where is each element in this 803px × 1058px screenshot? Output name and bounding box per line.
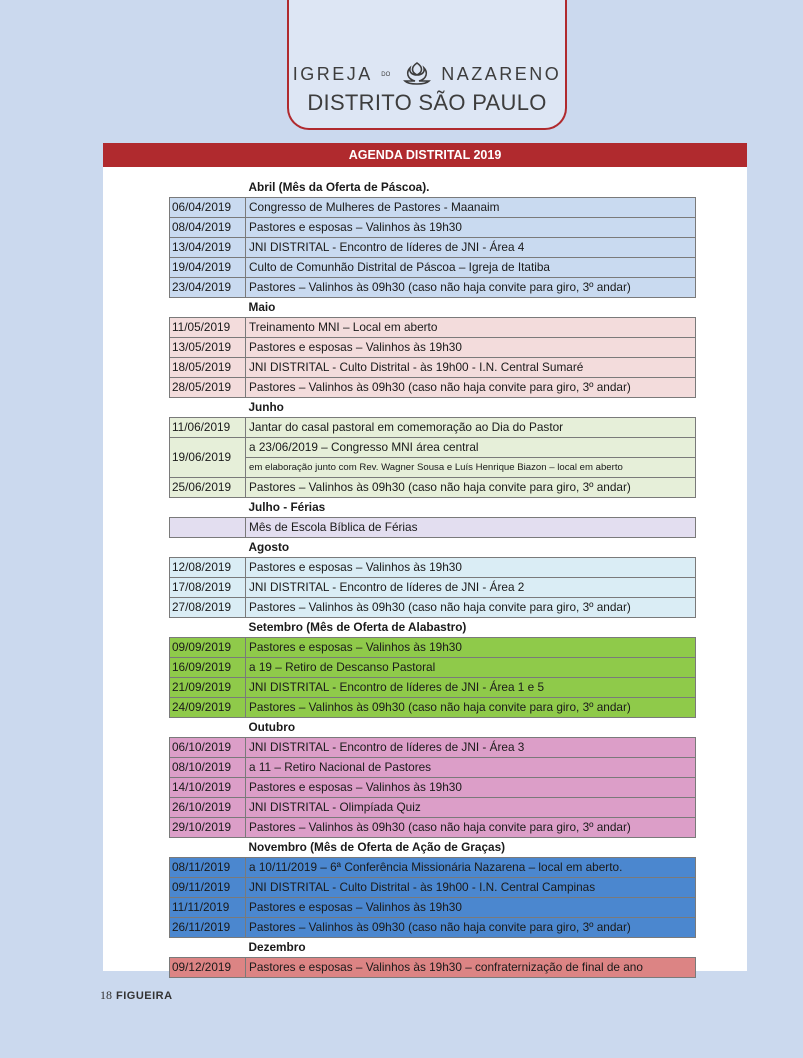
event-description: JNI DISTRITAL - Encontro de líderes de JNI - Área 1 e 5 [246,678,696,698]
event-date: 19/06/2019 [170,438,246,478]
event-date: 13/05/2019 [170,338,246,358]
agenda-table [169,178,696,978]
event-date: 08/10/2019 [170,758,246,778]
month-heading-row [170,398,696,418]
logo-word-do: DO [381,72,391,79]
event-description: Mês de Escola Bíblica de Férias [246,518,696,538]
event-date: 11/05/2019 [170,318,246,338]
agenda-row [170,958,696,978]
event-description: a 19 – Retiro de Descanso Pastoral [246,658,696,678]
event-date: 09/11/2019 [170,878,246,898]
event-description: a 10/11/2019 – 6ª Conferência Missionária Nazarena – local em aberto. [246,858,696,878]
month-spacer [170,498,246,518]
event-date: 14/10/2019 [170,778,246,798]
event-date: 12/08/2019 [170,558,246,578]
event-description: Pastores – Valinhos às 09h30 (caso não haja convite para giro, 3º andar) [246,698,696,718]
event-description: Pastores – Valinhos às 09h30 (caso não haja convite para giro, 3º andar) [246,278,696,298]
agenda-row [170,818,696,838]
agenda-row [170,698,696,718]
month-title: Setembro (Mês de Oferta de Alabastro) [248,620,467,635]
month-heading-row [170,718,696,738]
month-spacer [170,618,246,638]
event-date: 19/04/2019 [170,258,246,278]
month-heading-row [170,538,696,558]
agenda-row [170,438,696,458]
agenda-panel [103,143,747,975]
agenda-row [170,418,696,438]
agenda-row [170,338,696,358]
magazine-name: FIGUEIRA [116,990,173,1002]
event-description: Congresso de Mulheres de Pastores - Maanaim [246,198,696,218]
month-title: Dezembro [248,940,306,955]
agenda-row-continuation [170,458,696,478]
event-description: Pastores e esposas – Valinhos às 19h30 [246,558,696,578]
event-description: Jantar do casal pastoral em comemoração ao Dia do Pastor [246,418,696,438]
event-description: JNI DISTRITAL - Culto Distrital - às 19h00 - I.N. Central Sumaré [246,358,696,378]
event-description: a 23/06/2019 – Congresso MNI área central [246,438,696,458]
event-date [170,518,246,538]
agenda-row [170,638,696,658]
event-date: 25/06/2019 [170,478,246,498]
month-spacer [170,178,246,198]
agenda-row [170,918,696,938]
event-date: 11/11/2019 [170,898,246,918]
month-spacer [170,838,246,858]
event-date: 18/05/2019 [170,358,246,378]
agenda-row [170,478,696,498]
event-date: 09/12/2019 [170,958,246,978]
month-title: Agosto [248,540,290,555]
event-description: Treinamento MNI – Local em aberto [246,318,696,338]
event-date: 26/11/2019 [170,918,246,938]
agenda-row [170,518,696,538]
event-description: Pastores e esposas – Valinhos às 19h30 [246,638,696,658]
event-description: JNI DISTRITAL - Encontro de líderes de JNI - Área 2 [246,578,696,598]
event-date: 16/09/2019 [170,658,246,678]
agenda-row [170,878,696,898]
event-description: Pastores e esposas – Valinhos às 19h30 [246,898,696,918]
event-date: 17/08/2019 [170,578,246,598]
agenda-row [170,358,696,378]
event-date: 29/10/2019 [170,818,246,838]
event-date: 11/06/2019 [170,418,246,438]
event-description: Pastores e esposas – Valinhos às 19h30 – confraternização de final de ano [246,958,696,978]
month-heading-row [170,618,696,638]
agenda-row [170,758,696,778]
event-description: Pastores – Valinhos às 09h30 (caso não haja convite para giro, 3º andar) [246,378,696,398]
agenda-row [170,578,696,598]
logo-wordmark [289,62,565,86]
logo-word-igreja: IGREJA [292,64,372,84]
month-title: Novembro (Mês de Oferta de Ação de Graças) [248,840,506,855]
month-spacer [170,538,246,558]
event-description-detail: em elaboração junto com Rev. Wagner Sousa e Luís Henrique Biazon – local em aberto [246,458,696,478]
agenda-row [170,258,696,278]
event-description: Pastores – Valinhos às 09h30 (caso não haja convite para giro, 3º andar) [246,478,696,498]
month-title: Maio [248,300,276,315]
event-description: Pastores – Valinhos às 09h30 (caso não haja convite para giro, 3º andar) [246,598,696,618]
event-description: Culto de Comunhão Distrital de Páscoa – Igreja de Itatiba [246,258,696,278]
page-footer [100,988,173,1003]
agenda-row [170,798,696,818]
month-heading-row [170,838,696,858]
month-title: Outubro [248,720,296,735]
agenda-row [170,678,696,698]
agenda-row [170,738,696,758]
event-description: Pastores e esposas – Valinhos às 19h30 [246,778,696,798]
month-spacer [170,718,246,738]
agenda-row [170,378,696,398]
agenda-row [170,658,696,678]
event-description: JNI DISTRITAL - Culto Distrital - às 19h00 - I.N. Central Campinas [246,878,696,898]
event-date: 08/11/2019 [170,858,246,878]
month-heading-row [170,298,696,318]
month-title: Abril (Mês da Oferta de Páscoa). [248,180,430,195]
event-description: JNI DISTRITAL - Encontro de líderes de JNI - Área 3 [246,738,696,758]
event-description: JNI DISTRITAL - Olimpíada Quiz [246,798,696,818]
agenda-row [170,318,696,338]
agenda-banner: AGENDA DISTRITAL 2019 [103,143,747,167]
district-title: DISTRITO SÃO PAULO [307,90,547,115]
event-date: 27/08/2019 [170,598,246,618]
event-date: 26/10/2019 [170,798,246,818]
event-date: 24/09/2019 [170,698,246,718]
event-date: 06/04/2019 [170,198,246,218]
agenda-row [170,778,696,798]
agenda-row [170,198,696,218]
month-heading-row [170,938,696,958]
event-description: a 11 – Retiro Nacional de Pastores [246,758,696,778]
header-logo-tab [287,0,567,130]
month-spacer [170,398,246,418]
event-description: Pastores e esposas – Valinhos às 19h30 [246,218,696,238]
month-spacer [170,298,246,318]
event-date: 13/04/2019 [170,238,246,258]
page-number: 18 [100,988,112,1002]
event-date: 06/10/2019 [170,738,246,758]
agenda-row [170,238,696,258]
month-title: Julho - Férias [248,500,326,515]
logo-word-nazareno: NAZARENO [441,64,562,84]
event-description: Pastores e esposas – Valinhos às 19h30 [246,338,696,358]
event-date: 09/09/2019 [170,638,246,658]
agenda-row [170,858,696,878]
event-date: 23/04/2019 [170,278,246,298]
flame-logo-icon [402,62,432,86]
agenda-row [170,558,696,578]
event-date: 28/05/2019 [170,378,246,398]
month-spacer [170,938,246,958]
agenda-row [170,598,696,618]
agenda-row [170,278,696,298]
month-heading-row [170,498,696,518]
month-heading-row [170,178,696,198]
agenda-row [170,898,696,918]
event-date: 21/09/2019 [170,678,246,698]
month-title: Junho [248,400,284,415]
event-description: Pastores – Valinhos às 09h30 (caso não haja convite para giro, 3º andar) [246,918,696,938]
event-description: JNI DISTRITAL - Encontro de líderes de JNI - Área 4 [246,238,696,258]
agenda-row [170,218,696,238]
event-description: Pastores – Valinhos às 09h30 (caso não haja convite para giro, 3º andar) [246,818,696,838]
event-date: 08/04/2019 [170,218,246,238]
